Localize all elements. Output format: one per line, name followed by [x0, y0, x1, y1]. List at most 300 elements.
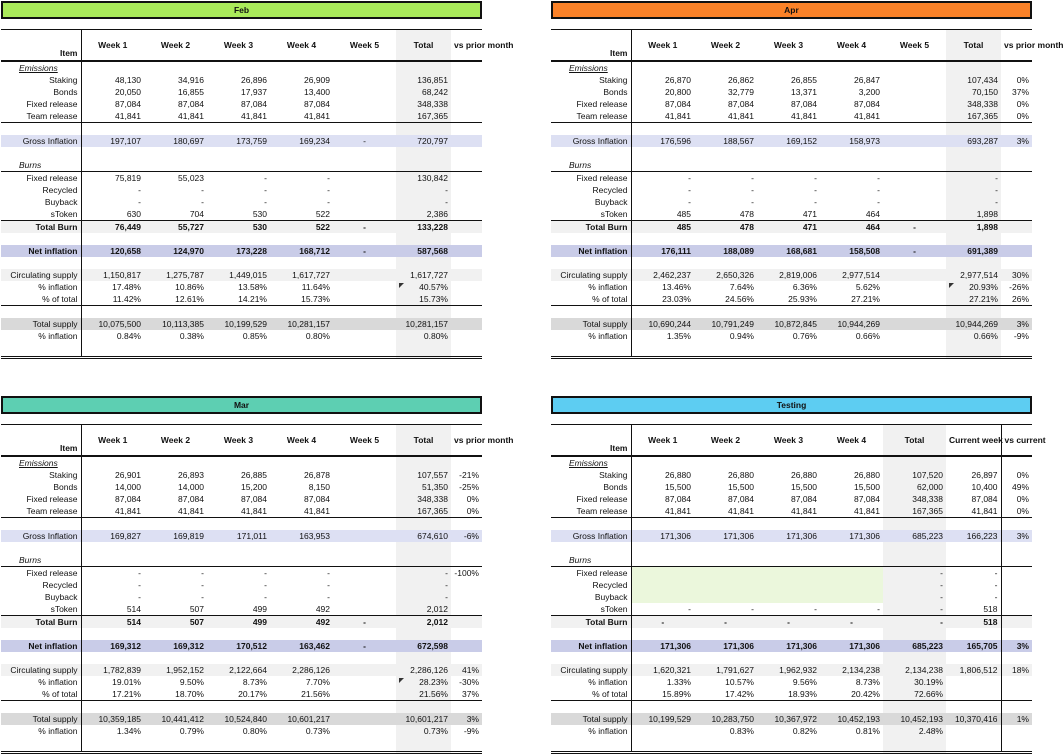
value-cell: 32,779 — [728, 87, 754, 97]
value-cell — [631, 567, 694, 580]
empty-cell — [757, 628, 820, 640]
empty-cell — [631, 518, 694, 531]
value-cell: 0.73% — [305, 726, 330, 736]
value-cell: - — [264, 185, 267, 195]
value-cell: 188,089 — [694, 245, 757, 257]
value-cell: 173,228 — [207, 245, 270, 257]
empty-cell — [333, 518, 396, 531]
section-label — [1, 61, 81, 74]
value-cell: 41,841 — [270, 110, 333, 123]
value-cell: - — [264, 568, 267, 578]
value-cell: 18.93% — [757, 688, 820, 701]
value-cell: - — [333, 245, 396, 257]
value-cell: 530 — [207, 208, 270, 221]
value-cell: - — [201, 185, 204, 195]
empty-cell — [144, 61, 207, 74]
value-cell: 188,567 — [694, 135, 757, 147]
value-cell — [333, 293, 396, 306]
value-cell: 87,084 — [178, 99, 204, 109]
value-cell: 2,012 — [396, 603, 451, 616]
empty-cell — [631, 456, 694, 469]
table-row — [551, 269, 1032, 281]
empty-cell — [1, 306, 81, 319]
value-cell: 27.21% — [820, 293, 883, 306]
value-cell: 2,122,664 — [207, 664, 270, 676]
value-cell: 20,050 — [115, 87, 141, 97]
empty-cell — [820, 342, 883, 358]
value-cell: 20.17% — [207, 688, 270, 701]
empty-cell — [207, 233, 270, 245]
table-row — [551, 184, 1032, 196]
value-cell: - — [994, 592, 998, 602]
empty-cell — [144, 342, 207, 358]
value-cell — [883, 110, 946, 123]
table-row — [551, 640, 1032, 652]
value-cell: 13.46% — [662, 282, 691, 292]
value-cell — [631, 725, 694, 737]
column-header: Week 1 — [98, 435, 128, 445]
value-cell: -9% — [1013, 331, 1029, 341]
value-cell — [757, 567, 820, 580]
value-cell: 107,434 — [946, 74, 1001, 86]
empty-cell — [883, 542, 946, 554]
value-cell: 15,500 — [791, 482, 817, 492]
value-cell: 15,500 — [665, 482, 691, 492]
value-cell — [333, 330, 396, 342]
empty-cell — [81, 456, 144, 469]
empty-cell — [883, 554, 946, 567]
header-row — [1, 425, 482, 457]
table-row — [551, 603, 1032, 616]
empty-cell — [451, 306, 482, 319]
value-cell — [883, 172, 946, 185]
empty-cell — [1001, 61, 1032, 74]
empty-cell — [207, 61, 270, 74]
value-cell — [1001, 567, 1032, 580]
column-header: Week 1 — [648, 435, 678, 445]
value-cell: 11.42% — [81, 293, 144, 306]
value-cell — [1001, 603, 1032, 616]
empty-cell — [81, 123, 144, 136]
value-cell: 9.56% — [792, 677, 817, 687]
row-label: Fixed release — [1, 172, 81, 185]
value-cell: 3% — [1001, 530, 1032, 542]
value-cell — [333, 725, 396, 737]
value-cell: 68,242 — [396, 86, 451, 98]
table-row — [1, 208, 482, 221]
value-cell: 169,312 — [81, 640, 144, 652]
row-label: Bonds — [1, 86, 81, 98]
column-header: Item — [551, 30, 631, 62]
empty-cell — [270, 737, 333, 753]
value-cell: 2,012 — [396, 616, 451, 629]
value-cell — [1001, 688, 1032, 701]
value-cell: 0.83% — [729, 726, 754, 736]
value-cell: 0.79% — [179, 726, 204, 736]
column-header: Week 3 — [773, 40, 804, 50]
row-label: Total supply — [1, 318, 81, 330]
empty-cell — [144, 652, 207, 664]
value-cell: 133,228 — [396, 221, 451, 234]
table-row — [1, 98, 482, 110]
value-cell — [946, 688, 1001, 701]
empty-cell — [1, 518, 81, 531]
value-cell: - — [138, 592, 141, 602]
value-cell: 0.76% — [792, 331, 817, 341]
value-cell: 6.36% — [792, 282, 817, 292]
empty-cell — [946, 628, 1001, 640]
value-cell — [451, 74, 482, 86]
value-cell: 674,610 — [396, 530, 451, 542]
value-cell: 171,306 — [694, 530, 757, 542]
empty-cell — [551, 542, 631, 554]
row-label: Gross Inflation — [1, 135, 81, 147]
value-cell: 14,000 — [115, 482, 141, 492]
empty-cell — [551, 342, 631, 358]
table-row — [1, 567, 482, 580]
value-cell: - — [264, 197, 267, 207]
value-cell: 0% — [1001, 110, 1032, 123]
table-row — [1, 640, 482, 652]
value-cell: 26,893 — [178, 470, 204, 480]
value-cell: - — [688, 185, 691, 195]
empty-cell — [1, 147, 81, 159]
column-header: Week 2 — [710, 435, 741, 445]
empty-cell — [1001, 518, 1032, 531]
value-cell: 30% — [1001, 269, 1032, 281]
value-cell: 37% — [1011, 87, 1029, 97]
empty-cell — [451, 159, 482, 172]
row-label: Fixed release — [1, 567, 81, 580]
table-row — [551, 293, 1032, 306]
empty-cell — [551, 701, 631, 714]
row-label: Gross Inflation — [551, 530, 631, 542]
table-row — [551, 505, 1032, 518]
value-cell — [1001, 579, 1032, 591]
empty-cell — [883, 159, 946, 172]
value-cell: -9% — [463, 726, 479, 736]
value-cell: 41,841 — [694, 110, 757, 123]
value-cell — [451, 110, 482, 123]
row-label: Net inflation — [1, 640, 81, 652]
value-cell — [451, 640, 482, 652]
table-row — [1, 676, 482, 688]
value-cell: 26,870 — [665, 75, 691, 85]
empty-cell — [144, 737, 207, 753]
spacer-row — [1, 701, 482, 714]
spacer-row — [551, 147, 1032, 159]
row-label: Fixed release — [551, 567, 631, 580]
row-label: % inflation — [551, 281, 631, 293]
value-cell: 87,084 — [854, 494, 880, 504]
empty-cell — [1001, 147, 1032, 159]
value-cell: 87,084 — [791, 494, 817, 504]
value-cell: 15,500 — [854, 482, 880, 492]
empty-cell — [396, 147, 451, 159]
empty-cell — [631, 159, 694, 172]
row-label: Staking — [1, 74, 81, 86]
row-label: Total Burn — [551, 616, 631, 629]
section-label — [1, 159, 81, 172]
table-row — [1, 603, 482, 616]
value-cell: 464 — [820, 221, 883, 234]
empty-cell — [270, 628, 333, 640]
empty-cell — [81, 628, 144, 640]
value-cell: 2,650,326 — [694, 269, 757, 281]
empty-cell — [81, 61, 144, 74]
value-cell — [451, 616, 482, 629]
section-label-text: Burns — [569, 160, 592, 170]
spacer-row — [551, 306, 1032, 319]
empty-cell — [631, 147, 694, 159]
empty-cell — [207, 147, 270, 159]
value-cell: 21.56% — [396, 688, 451, 701]
empty-cell — [144, 159, 207, 172]
row-label: % inflation — [1, 330, 81, 342]
value-cell — [451, 172, 482, 185]
value-cell — [451, 318, 482, 330]
empty-cell — [270, 257, 333, 269]
table-row — [1, 469, 482, 481]
value-cell: 15.73% — [270, 293, 333, 306]
empty-cell — [144, 123, 207, 136]
empty-cell — [631, 737, 694, 753]
empty-cell — [207, 306, 270, 319]
value-cell: 169,152 — [757, 135, 820, 147]
value-cell: 167,365 — [396, 505, 451, 518]
value-cell: 1.35% — [666, 331, 691, 341]
value-cell — [757, 579, 820, 591]
spacer-row — [551, 628, 1032, 640]
row-label: Staking — [551, 469, 631, 481]
value-cell: 171,306 — [757, 530, 820, 542]
value-cell: 87,084 — [791, 99, 817, 109]
value-cell: 176,596 — [631, 135, 694, 147]
table-row — [1, 713, 482, 725]
value-cell: 171,306 — [631, 530, 694, 542]
value-cell — [333, 591, 396, 603]
empty-cell — [694, 456, 757, 469]
value-cell: 14.21% — [207, 293, 270, 306]
empty-cell — [396, 456, 451, 469]
empty-cell — [396, 342, 451, 358]
row-label: % of total — [551, 688, 631, 701]
empty-cell — [333, 342, 396, 358]
column-header: Item — [1, 425, 81, 457]
value-cell: 0.80% — [396, 330, 451, 342]
value-cell — [820, 579, 883, 591]
empty-cell — [631, 554, 694, 567]
value-cell: 672,598 — [396, 640, 451, 652]
value-cell: 0% — [1001, 493, 1032, 505]
value-cell: 0.66% — [946, 330, 1001, 342]
empty-cell — [270, 147, 333, 159]
panel-title: Feb — [1, 1, 482, 19]
value-cell: 10,944,269 — [820, 318, 883, 330]
value-cell: 15,500 — [728, 482, 754, 492]
value-cell: 26,897 — [971, 470, 998, 480]
value-cell: 10,524,840 — [207, 713, 270, 725]
value-cell: 1,617,727 — [270, 269, 333, 281]
value-cell: 522 — [270, 208, 333, 221]
column-header: Week 4 — [836, 40, 867, 50]
table-row — [551, 172, 1032, 185]
empty-cell — [820, 542, 883, 554]
value-cell: - — [264, 592, 267, 602]
empty-cell — [1, 701, 81, 714]
empty-cell — [946, 306, 1001, 319]
panel-testing — [551, 396, 1046, 746]
value-cell: 10,441,412 — [144, 713, 207, 725]
value-cell: 10,283,750 — [694, 713, 757, 725]
row-label: % of total — [1, 293, 81, 306]
value-cell: 26,880 — [791, 470, 817, 480]
spacer-row — [551, 737, 1032, 753]
empty-cell — [820, 554, 883, 567]
row-label: Circulating supply — [551, 664, 631, 676]
table-row — [1, 664, 482, 676]
empty-cell — [631, 257, 694, 269]
value-cell: - — [264, 173, 267, 183]
table-row — [1, 221, 482, 234]
row-label: Total Burn — [1, 221, 81, 234]
value-cell: 26,880 — [728, 470, 754, 480]
empty-cell — [333, 652, 396, 664]
value-cell — [451, 579, 482, 591]
value-cell: 13,400 — [304, 87, 330, 97]
empty-cell — [333, 737, 396, 753]
empty-cell — [207, 652, 270, 664]
value-cell — [883, 208, 946, 221]
value-cell — [333, 481, 396, 493]
table-row — [1, 269, 482, 281]
value-cell: - — [396, 579, 451, 591]
empty-cell — [1001, 456, 1032, 469]
value-cell: 168,681 — [757, 245, 820, 257]
value-cell: 41,841 — [144, 505, 207, 518]
value-cell: 169,234 — [270, 135, 333, 147]
value-cell: - — [994, 580, 998, 590]
value-cell: 24.56% — [694, 293, 757, 306]
value-cell: 0% — [1001, 469, 1032, 481]
empty-cell — [694, 147, 757, 159]
value-cell: -21% — [459, 470, 479, 480]
value-cell: 168,712 — [270, 245, 333, 257]
row-label: Total Burn — [551, 221, 631, 234]
empty-cell — [694, 628, 757, 640]
column-header: Total — [883, 425, 946, 457]
value-cell: 41,841 — [207, 505, 270, 518]
row-label: Circulating supply — [1, 269, 81, 281]
value-cell: 3% — [1001, 640, 1032, 652]
value-cell: - — [396, 567, 451, 580]
table-row — [551, 98, 1032, 110]
table-row — [1, 688, 482, 701]
value-cell: 8.73% — [855, 677, 880, 687]
empty-cell — [396, 518, 451, 531]
value-cell: 693,287 — [946, 135, 1001, 147]
value-cell: - — [327, 580, 330, 590]
empty-cell — [333, 554, 396, 567]
empty-cell — [946, 542, 1001, 554]
value-cell — [451, 603, 482, 616]
value-cell: - — [138, 197, 141, 207]
empty-cell — [451, 542, 482, 554]
value-cell: - — [396, 196, 451, 208]
value-cell: 7.64% — [729, 282, 754, 292]
table-row — [551, 688, 1032, 701]
value-cell: - — [814, 197, 817, 207]
section-label-text: Emissions — [19, 63, 58, 73]
column-header: vs prior month — [454, 435, 514, 445]
column-header: Week 5 — [349, 40, 380, 50]
empty-cell — [81, 518, 144, 531]
spacer-row — [1, 147, 482, 159]
value-cell — [333, 318, 396, 330]
value-cell: 8,150 — [308, 482, 330, 492]
value-cell: - — [751, 173, 754, 183]
value-cell: 10,075,500 — [81, 318, 144, 330]
row-label: Gross Inflation — [551, 135, 631, 147]
empty-cell — [883, 233, 946, 245]
value-cell: 87,084 — [971, 494, 998, 504]
value-cell: 685,223 — [883, 530, 946, 542]
empty-cell — [820, 257, 883, 269]
value-cell: 15,200 — [241, 482, 267, 492]
row-label: Team release — [551, 505, 631, 518]
value-cell: - — [201, 197, 204, 207]
empty-cell — [757, 456, 820, 469]
value-cell: 26% — [1001, 293, 1032, 306]
table-row — [551, 86, 1032, 98]
value-cell: 41,841 — [757, 110, 820, 123]
table-row — [551, 281, 1032, 293]
empty-cell — [1, 257, 81, 269]
empty-cell — [694, 233, 757, 245]
value-cell: 41,841 — [694, 505, 757, 518]
empty-cell — [333, 542, 396, 554]
value-cell: 499 — [207, 603, 270, 616]
empty-cell — [694, 342, 757, 358]
empty-cell — [81, 233, 144, 245]
empty-cell — [81, 306, 144, 319]
value-cell: 72.66% — [883, 688, 946, 701]
value-cell: 87,084 — [115, 99, 141, 109]
value-cell — [333, 208, 396, 221]
empty-cell — [631, 652, 694, 664]
empty-cell — [631, 628, 694, 640]
spacer-row — [551, 518, 1032, 531]
table-row — [551, 221, 1032, 234]
table-row — [551, 493, 1032, 505]
spacer-row — [551, 652, 1032, 664]
value-cell — [333, 530, 396, 542]
empty-cell — [333, 159, 396, 172]
empty-cell — [631, 306, 694, 319]
value-cell: 10,452,193 — [820, 713, 883, 725]
value-cell — [451, 269, 482, 281]
value-cell: - — [877, 185, 880, 195]
value-cell: 41,841 — [207, 110, 270, 123]
value-cell: 10,281,157 — [270, 318, 333, 330]
value-cell — [333, 196, 396, 208]
value-cell: 171,306 — [757, 640, 820, 652]
value-cell: 2,462,237 — [631, 269, 694, 281]
value-cell: - — [877, 197, 880, 207]
value-cell: 2,134,238 — [820, 664, 883, 676]
value-cell — [451, 245, 482, 257]
value-cell: 163,462 — [270, 640, 333, 652]
